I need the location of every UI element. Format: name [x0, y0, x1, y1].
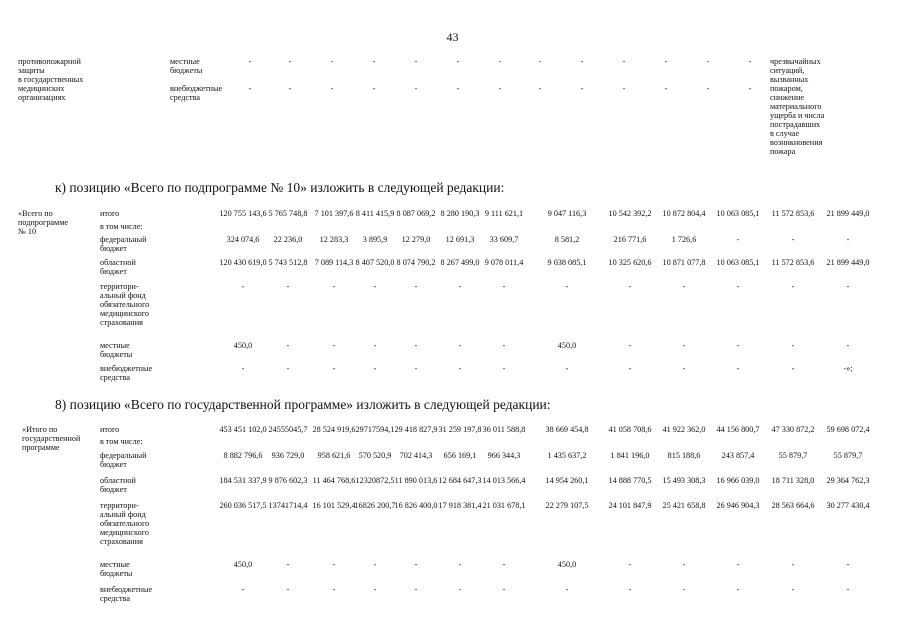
section-k-row-value: -	[332, 364, 336, 373]
section-k-row-value: -	[458, 364, 462, 373]
section-k-row-source-line: территори-	[100, 282, 139, 291]
section-8-row-source-line: бюджеты	[100, 569, 133, 578]
section-k-row-source	[100, 364, 152, 382]
top-value: -	[330, 84, 334, 93]
section-k-row-source-line: областной	[100, 258, 136, 267]
section-8-row-value: 22 279 107,5	[545, 501, 589, 510]
section-8-row-value: -	[286, 585, 290, 594]
top-value: -	[456, 57, 460, 66]
section-k-row-value: -	[628, 364, 632, 373]
section-8-row-source-line: внебюджетные	[100, 585, 153, 594]
top-source	[170, 57, 202, 75]
section-8-row-value: 41 058 708,6	[608, 425, 652, 434]
section-k-row-value: -	[286, 364, 290, 373]
section-8-row-value: 30 277 430,4	[826, 501, 870, 510]
section-8-row-value: 958 621,6	[317, 451, 351, 460]
section-8-row-source-line: областной	[100, 476, 136, 485]
section-8-label-line: программе	[22, 443, 60, 452]
section-8-row-source-line: федеральный	[100, 451, 147, 460]
top-value: -	[706, 84, 710, 93]
section-k-row-value: -	[682, 341, 686, 350]
top-right-label-line: в случае	[770, 129, 800, 138]
section-k-row-value: 11 572 853,6	[771, 209, 815, 218]
section-8-row-value: 14 954 260,1	[545, 476, 589, 485]
section-8-row-source	[100, 476, 136, 494]
top-value: -	[538, 57, 542, 66]
section-8-row-value: 450,0	[557, 560, 577, 569]
section-8-row-value: 24 101 847,9	[608, 501, 652, 510]
section-8-row-value: 25 421 658,8	[662, 501, 706, 510]
section-k-row-value: -	[373, 341, 377, 350]
section-k-row-value: 10 063 085,1	[716, 209, 760, 218]
top-value: -	[456, 84, 460, 93]
section-k-row-value: -	[682, 364, 686, 373]
section-k-row-value: 10 542 392,2	[608, 209, 652, 218]
top-source-line: средства	[170, 93, 201, 102]
section-k-row-value: 10 871 077,8	[662, 258, 706, 267]
section-k-row-value: 10 872 804,4	[662, 209, 706, 218]
section-8-label-line: «Итого по	[22, 425, 58, 434]
section-k-row-value: -	[628, 341, 632, 350]
section-8-label-line: государственной	[22, 434, 81, 443]
section-k-row-value: -	[502, 282, 506, 291]
top-value: -	[498, 84, 502, 93]
section-k-row-value: -	[791, 235, 795, 244]
section-8-row-value: -	[502, 585, 506, 594]
section-8-row-value: 453 451 102,0	[219, 425, 267, 434]
top-right-label-line: материального	[770, 102, 822, 111]
top-source	[170, 84, 222, 102]
section-8-row-source-line: обязательного	[100, 519, 150, 528]
section-8-row-value: -	[682, 585, 686, 594]
section-8-row-value: -	[241, 585, 245, 594]
section-k-row-value: -	[791, 341, 795, 350]
section-8-row-value: -	[502, 560, 506, 569]
section-k-row-value: -	[846, 341, 850, 350]
section-8-row-value: 8 882 796,6	[223, 451, 263, 460]
section-k-label-line: № 10	[18, 227, 37, 236]
section-k-row-value: 8 407 520,0	[355, 258, 395, 267]
section-8-row-value: -	[458, 585, 462, 594]
section-8-row-value: 702 414,3	[399, 451, 433, 460]
section-k-row-value: -	[373, 364, 377, 373]
section-8-row-value: 656 169,1	[443, 451, 477, 460]
section-8-row-value: -	[736, 585, 740, 594]
section-k-row-value: -	[458, 282, 462, 291]
section-8-row-source	[100, 437, 143, 446]
section-k-row-value: -	[682, 282, 686, 291]
top-left-label-line: защиты	[18, 66, 45, 75]
section-8-row-source-line: местные	[100, 560, 130, 569]
section-k-row-value: 7 089 114,3	[314, 258, 354, 267]
top-right-label-line: ситуаций,	[770, 66, 805, 75]
section-8-row-source-line: медицинского	[100, 528, 149, 537]
top-right-label-line: вызванных	[770, 75, 809, 84]
section-k-row-value: 5 765 748,8	[268, 209, 308, 218]
section-8-row-value: 17 918 381,4	[438, 501, 482, 510]
section-8-row-value: 24555045,7	[268, 425, 308, 434]
section-8-row-value: 18 711 328,0	[771, 476, 815, 485]
section-k-row-value: 9 047 116,3	[547, 209, 587, 218]
top-value: -	[414, 84, 418, 93]
section-k-row-value: 8 087 069,2	[396, 209, 436, 218]
section-8-row-value: 55 879,7	[778, 451, 808, 460]
section-k-label	[18, 209, 68, 236]
section-k-row-value: 216 771,6	[613, 235, 647, 244]
section-k-row-value: -	[791, 282, 795, 291]
top-right-label-line: ущерба и числа	[770, 111, 825, 120]
top-source-line: местные	[170, 57, 200, 66]
section-k-row-source	[100, 235, 147, 253]
section-k-row-value: -	[286, 282, 290, 291]
top-right-label-line: возникновения	[770, 138, 823, 147]
section-8-row-value: 28 563 664,6	[771, 501, 815, 510]
section-k-row-value: -	[286, 341, 290, 350]
section-8-row-source	[100, 425, 119, 434]
section-k-row-value: 324 074,6	[226, 235, 260, 244]
top-right-label	[770, 57, 824, 156]
section-k-row-value: -	[736, 341, 740, 350]
section-k-row-value: -	[332, 282, 336, 291]
section-k-row-value: 10 063 085,1	[716, 258, 760, 267]
top-value: -	[622, 84, 626, 93]
section-k-row-source	[100, 282, 149, 327]
top-left-label-line: медицинских	[18, 84, 65, 93]
section-8-row-value: 9 876 602,3	[268, 476, 308, 485]
top-value: -	[248, 57, 252, 66]
section-8-row-value: 41 922 362,0	[662, 425, 706, 434]
section-k-row-value: 12 283,3	[319, 235, 349, 244]
top-value: -	[288, 57, 292, 66]
section-8-row-value: -	[736, 560, 740, 569]
section-8-row-value: 13741714,4	[268, 501, 308, 510]
section-k-row-source-line: внебюджетные	[100, 364, 153, 373]
section-8-row-value: 15 493 308,3	[662, 476, 706, 485]
section-8-row-value: 184 531 337,9	[219, 476, 267, 485]
section-k-row-value: 8 280 190,3	[440, 209, 480, 218]
section-k-row-source-line: альный фонд	[100, 291, 146, 300]
section-8-row-value: 450,0	[233, 560, 253, 569]
section-k-row-source-line: бюджеты	[100, 350, 133, 359]
section-8-row-source	[100, 451, 147, 469]
section-8-row-value: -	[286, 560, 290, 569]
section-k-row-source-line: страхования	[100, 318, 143, 327]
section-k-row-source-line: бюджет	[100, 244, 127, 253]
section-k-row-value: -	[458, 341, 462, 350]
section-k-row-value: -	[846, 235, 850, 244]
section-k-row-value: 9 038 085,1	[547, 258, 587, 267]
top-value: -	[622, 57, 626, 66]
section-k-row-value: 8 267 499,0	[440, 258, 480, 267]
section-8-row-value: 243 857,4	[721, 451, 755, 460]
section-8-row-value: -	[332, 585, 336, 594]
section-k-row-value: -»;	[843, 364, 853, 373]
section-k-row-value: 5 743 512,8	[268, 258, 308, 267]
section-k-row-value: 12 691,3	[445, 235, 475, 244]
section-8-row-source-line: итого	[100, 425, 120, 434]
section-8-row-value: -	[373, 560, 377, 569]
top-value: -	[664, 57, 668, 66]
section-8-row-value: 260 036 517,5	[219, 501, 267, 510]
top-value: -	[288, 84, 292, 93]
section-k-row-source-line: в том числе:	[100, 222, 143, 231]
section-8-row-source	[100, 585, 152, 603]
section-8-row-value: 21 031 678,1	[482, 501, 526, 510]
top-right-label-line: пожаром,	[770, 84, 803, 93]
top-right-label-line: пожара	[770, 147, 796, 156]
section-k-row-value: 450,0	[557, 341, 577, 350]
top-value: -	[248, 84, 252, 93]
section-8-row-source-line: средства	[100, 594, 131, 603]
section-8-row-value: 16 826 400,0	[394, 501, 438, 510]
section-8-row-value: 936 729,0	[271, 451, 305, 460]
section-k-row-value: -	[241, 282, 245, 291]
section-8-row-value: 815 188,6	[667, 451, 701, 460]
section-8-row-source-line: бюджет	[100, 485, 127, 494]
section-k-row-value: 9 078 011,4	[484, 258, 524, 267]
section-8-row-source-line: территори-	[100, 501, 139, 510]
section-k-row-source	[100, 258, 136, 276]
section-k-row-value: -	[502, 364, 506, 373]
section-8-row-value: 29 364 762,3	[826, 476, 870, 485]
section-k-row-value: -	[736, 364, 740, 373]
section-k-row-value: -	[565, 364, 569, 373]
section-8-row-value: -	[846, 585, 850, 594]
section-k-row-source-line: медицинского	[100, 309, 149, 318]
section-k-row-value: -	[565, 282, 569, 291]
section-k-row-source	[100, 209, 119, 218]
top-right-label-line: пострадавших	[770, 120, 821, 129]
section-8-row-value: 14 013 566,4	[482, 476, 526, 485]
section-k-row-value: -	[628, 282, 632, 291]
section-8-row-source	[100, 560, 132, 578]
section-8-row-value: 36 011 588,8	[482, 425, 526, 434]
section-8-row-value: -	[332, 560, 336, 569]
section-8-row-value: 570 520,9	[358, 451, 392, 460]
top-right-label-line: чрезвычайных	[770, 57, 821, 66]
section-k-row-source-line: средства	[100, 373, 131, 382]
section-8-row-source-line: страхования	[100, 537, 143, 546]
section-8-row-value: -	[791, 585, 795, 594]
section-8-label	[22, 425, 80, 452]
section-8-row-value: 59 698 072,4	[826, 425, 870, 434]
section-k-row-source-line: бюджет	[100, 267, 127, 276]
section-8-row-value: 1 841 196,0	[610, 451, 650, 460]
top-left-label-line: в государственных	[18, 75, 84, 84]
section-k-row-value: -	[846, 282, 850, 291]
section-k-row-value: -	[241, 364, 245, 373]
top-value: -	[538, 84, 542, 93]
top-value: -	[414, 57, 418, 66]
section-8-row-value: 12320872,5	[355, 476, 395, 485]
section-k-row-value: 21 899 449,0	[826, 258, 870, 267]
section-k-row-value: 120 430 619,0	[219, 258, 267, 267]
section-k-row-value: 3 895,9	[362, 235, 388, 244]
section-8-row-source	[100, 501, 149, 546]
section-8-row-value: 11 464 768,6	[312, 476, 356, 485]
section-8-row-value: 44 156 800,7	[716, 425, 760, 434]
section-8-row-value: 31 259 197,8	[438, 425, 482, 434]
section-k-row-source-line: федеральный	[100, 235, 147, 244]
section-8-row-value: 12 684 647,3	[438, 476, 482, 485]
section-k-row-source-line: местные	[100, 341, 130, 350]
section-k-row-value: 8 074 790,2	[396, 258, 436, 267]
section-k-row-value: 120 755 143,6	[219, 209, 267, 218]
section-k-row-value: -	[373, 282, 377, 291]
section-8-row-value: -	[628, 585, 632, 594]
top-source-line: бюджеты	[170, 66, 203, 75]
section-8-row-value: 16 101 529,4	[312, 501, 356, 510]
top-source-line: внебюджетные	[170, 84, 223, 93]
section-k-row-value: -	[502, 341, 506, 350]
section-k-row-value: -	[736, 282, 740, 291]
top-right-label-line: снижение	[770, 93, 804, 102]
section-k-row-value: 7 101 397,6	[314, 209, 354, 218]
page-number: 43	[446, 30, 459, 44]
section-k-row-value: -	[414, 282, 418, 291]
section-k-row-value: -	[414, 341, 418, 350]
section-8-heading: 8) позицию «Всего по государственной программе» изложить в следующей редакции:	[55, 397, 551, 412]
section-k-row-source	[100, 341, 132, 359]
section-k-row-source-line: итого	[100, 209, 120, 218]
section-8-row-source-line: бюджет	[100, 460, 127, 469]
section-8-row-value: 28 524 919,6	[312, 425, 356, 434]
top-value: -	[748, 57, 752, 66]
section-8-row-value: 16826 200,7	[354, 501, 396, 510]
section-k-row-value: 10 325 620,6	[608, 258, 652, 267]
section-8-row-value: -	[373, 585, 377, 594]
section-8-row-value: -	[846, 560, 850, 569]
top-value: -	[748, 84, 752, 93]
section-8-row-value: 1 435 637,2	[547, 451, 587, 460]
section-k-row-value: -	[736, 235, 740, 244]
section-8-row-value: -	[791, 560, 795, 569]
section-8-row-value: 26 946 904,3	[716, 501, 760, 510]
section-k-row-value: 450,0	[233, 341, 253, 350]
section-8-row-value: -	[458, 560, 462, 569]
top-value: -	[330, 57, 334, 66]
top-value: -	[580, 84, 584, 93]
top-value: -	[372, 84, 376, 93]
section-k-label-line: «Всего по	[18, 209, 53, 218]
section-k-row-value: 9 111 621,1	[484, 209, 524, 218]
top-left-label-line: организациях	[18, 93, 66, 102]
section-8-row-value: 16 966 039,0	[716, 476, 760, 485]
section-8-row-value: 55 879,7	[833, 451, 863, 460]
section-8-row-value: 47 330 872,2	[771, 425, 815, 434]
section-k-row-value: 1 726,6	[671, 235, 697, 244]
section-8-row-value: 29 418 827,9	[394, 425, 438, 434]
section-8-row-value: -	[414, 585, 418, 594]
section-8-row-source-line: альный фонд	[100, 510, 146, 519]
section-8-row-value: 11 890 013,6	[394, 476, 438, 485]
section-8-row-value: 29717594,1	[355, 425, 395, 434]
section-8-row-source-line: в том числе:	[100, 437, 143, 446]
section-8-row-value: 38 669 454,8	[545, 425, 589, 434]
top-value: -	[372, 57, 376, 66]
top-value: -	[498, 57, 502, 66]
section-8-row-value: 14 888 770,5	[608, 476, 652, 485]
section-k-row-value: 8 411 415,9	[355, 209, 395, 218]
top-left-label	[18, 57, 83, 102]
top-left-label-line: противопожарной	[18, 57, 81, 66]
top-value: -	[706, 57, 710, 66]
section-8-row-value: -	[682, 560, 686, 569]
section-8-row-value: -	[628, 560, 632, 569]
section-k-row-value: -	[414, 364, 418, 373]
section-k-row-value: 22 236,0	[273, 235, 303, 244]
top-value: -	[664, 84, 668, 93]
section-8-row-value: -	[565, 585, 569, 594]
section-k-row-value: -	[791, 364, 795, 373]
section-k-row-value: 11 572 853,6	[771, 258, 815, 267]
top-value: -	[580, 57, 584, 66]
section-8-row-value: 966 344,3	[487, 451, 521, 460]
section-k-row-value: 33 609,7	[489, 235, 519, 244]
section-k-row-value: 12 279,0	[401, 235, 431, 244]
section-k-row-value: -	[332, 341, 336, 350]
section-8-row-value: -	[414, 560, 418, 569]
section-k-row-value: 8 581,2	[554, 235, 580, 244]
section-k-label-line: подпрограмме	[18, 218, 69, 227]
section-k-row-source	[100, 222, 143, 231]
section-k-heading: к) позицию «Всего по подпрограмме № 10» изложить в следующей редакции:	[55, 180, 505, 195]
section-k-row-source-line: обязательного	[100, 300, 150, 309]
section-k-row-value: 21 899 449,0	[826, 209, 870, 218]
